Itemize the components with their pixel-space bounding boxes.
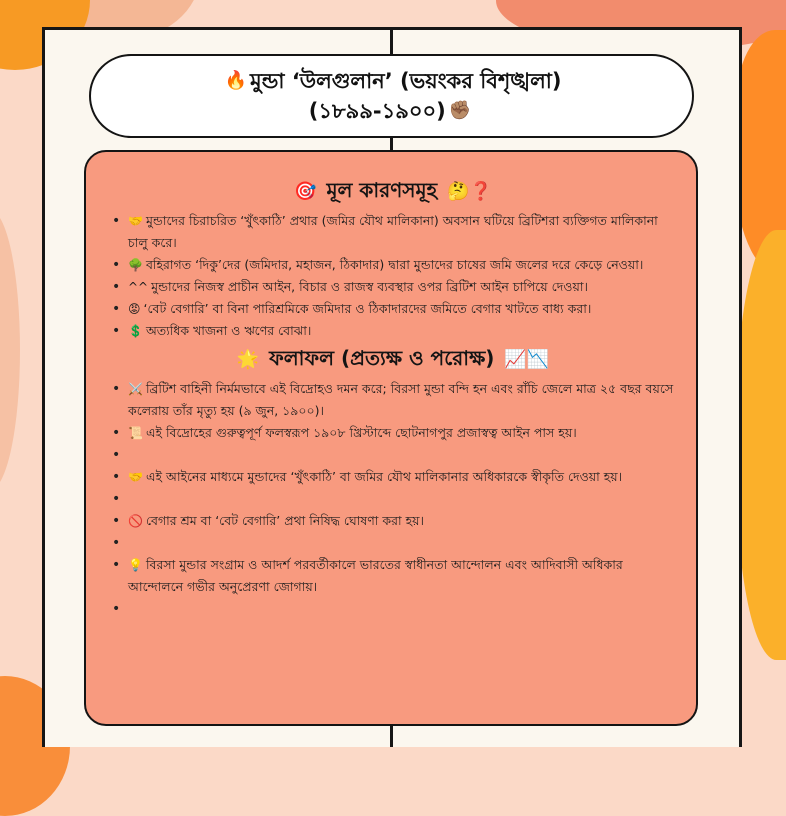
crossed-swords-icon: ⚔️ bbox=[128, 382, 143, 396]
background-shape bbox=[736, 230, 786, 660]
empty-list-item bbox=[110, 598, 676, 620]
list-item-text: এই বিদ্রোহের গুরুত্বপূর্ণ ফলস্বরূপ ১৯০৮ খ্রিস্টাব্দে ছোটনাগপুর প্রজাস্বত্ব আইন পাস হয়। bbox=[145, 425, 577, 440]
scroll-icon: 📜 bbox=[128, 426, 143, 440]
list-item-text: এই আইনের মাধ্যমে মুন্ডাদের ‘খুঁৎকাঠি’ বা জমির যৌথ মালিকানার অধিকারকে স্বীকৃতি দেওয়া হয়। bbox=[145, 469, 623, 484]
results-list bbox=[110, 378, 676, 620]
content-card bbox=[84, 150, 698, 726]
list-item-text: বিরসা মুন্ডার সংগ্রাম ও আদর্শ পরবর্তীকালে ভারতের স্বাধীনতা আন্দোলন এবং আদিবাসী অধিকার আন্দোলনে গভীর অনুপ্রেরণা জোগায়। bbox=[128, 557, 623, 594]
background-shape bbox=[0, 210, 20, 490]
empty-list-item bbox=[110, 488, 676, 510]
list-item-text: বেগার শ্রম বা ‘বেট বেগারি’ প্রথা নিষিদ্ধ ঘোষণা করা হয়। bbox=[145, 513, 424, 528]
target-icon: 🎯 bbox=[294, 181, 317, 202]
list-item bbox=[110, 210, 676, 254]
list-item bbox=[110, 378, 676, 422]
prohibited-icon: 🚫 bbox=[128, 514, 143, 528]
dollar-icon: 💲 bbox=[128, 324, 143, 338]
title-banner bbox=[89, 54, 694, 138]
list-item bbox=[110, 510, 676, 532]
page-title: মুন্ডা ‘উলগুলান’ (ভয়ংকর বিশৃঙ্খলা) bbox=[249, 69, 562, 93]
list-item-text: অত্যধিক খাজনা ও ঋণের বোঝা। bbox=[145, 323, 312, 338]
chart-icon: 📈📉 bbox=[504, 349, 550, 370]
causes-list bbox=[110, 210, 676, 342]
list-item bbox=[110, 554, 676, 598]
empty-list-item bbox=[110, 532, 676, 554]
handshake-icon: 🤝 bbox=[128, 470, 143, 484]
title-line-1 bbox=[222, 66, 562, 96]
results-heading bbox=[110, 344, 676, 374]
list-item bbox=[110, 276, 676, 298]
list-item-text: মুন্ডাদের নিজস্ব প্রাচীন আইন, বিচার ও রাজস্ব ব্যবস্থার ওপর ব্রিটিশ আইন চাপিয়ে দেওয়া। bbox=[151, 279, 588, 294]
caret-icon: ^^ bbox=[128, 280, 149, 294]
light-bulb-icon: 💡 bbox=[128, 558, 143, 572]
list-item-text: ব্রিটিশ বাহিনী নির্মমভাবে এই বিদ্রোহও দমন করে; বিরসা মুন্ডা বন্দি হন এবং রাঁচি জেলে মাত্র ২৫ বছর বয়সে কলেরায় তাঁর মৃত্যু হয় (৯ জুন, ১৯০০)। bbox=[128, 381, 674, 418]
list-item bbox=[110, 254, 676, 276]
empty-list-item bbox=[110, 444, 676, 466]
list-item-text: মুন্ডাদের চিরাচরিত ‘খুঁৎকাঠি’ প্রথার (জমির যৌথ মালিকানা) অবসান ঘটিয়ে ব্রিটিশরা ব্যক্তিগত মালিকানা চালু করে। bbox=[128, 213, 658, 250]
raised-fist-icon: ✊🏽 bbox=[448, 100, 472, 121]
list-item bbox=[110, 466, 676, 488]
results-heading-text: ফলাফল (প্রত্যক্ষ ও পরোক্ষ) bbox=[269, 346, 495, 370]
title-years: (১৮৯৯-১৯০০) bbox=[308, 99, 446, 123]
causes-heading-text: মূল কারণসমূহ bbox=[326, 178, 438, 202]
title-line-2 bbox=[309, 96, 474, 126]
angry-face-icon: 😡 bbox=[128, 302, 141, 316]
tree-icon: 🌳 bbox=[128, 258, 143, 272]
list-item bbox=[110, 422, 676, 444]
list-item-text: ‘বেট বেগারি’ বা বিনা পারিশ্রমিকে জমিদার ও ঠিকাদারদের জমিতে বেগার খাটতে বাধ্য করা। bbox=[143, 301, 592, 316]
star-icon: 🌟 bbox=[236, 349, 260, 370]
fire-icon: 🔥 bbox=[224, 70, 247, 91]
list-item bbox=[110, 320, 676, 342]
handshake-icon: 🤝 bbox=[128, 214, 143, 228]
list-item-text: বহিরাগত ‘দিকু’দের (জমিদার, মহাজন, ঠিকাদার) দ্বারা মুন্ডাদের চাষের জমি জলের দরে কেড়ে নেওয়া। bbox=[145, 257, 644, 272]
thinking-question-icon: 🤔❓ bbox=[447, 181, 492, 202]
list-item bbox=[110, 298, 676, 320]
causes-heading bbox=[110, 176, 676, 206]
